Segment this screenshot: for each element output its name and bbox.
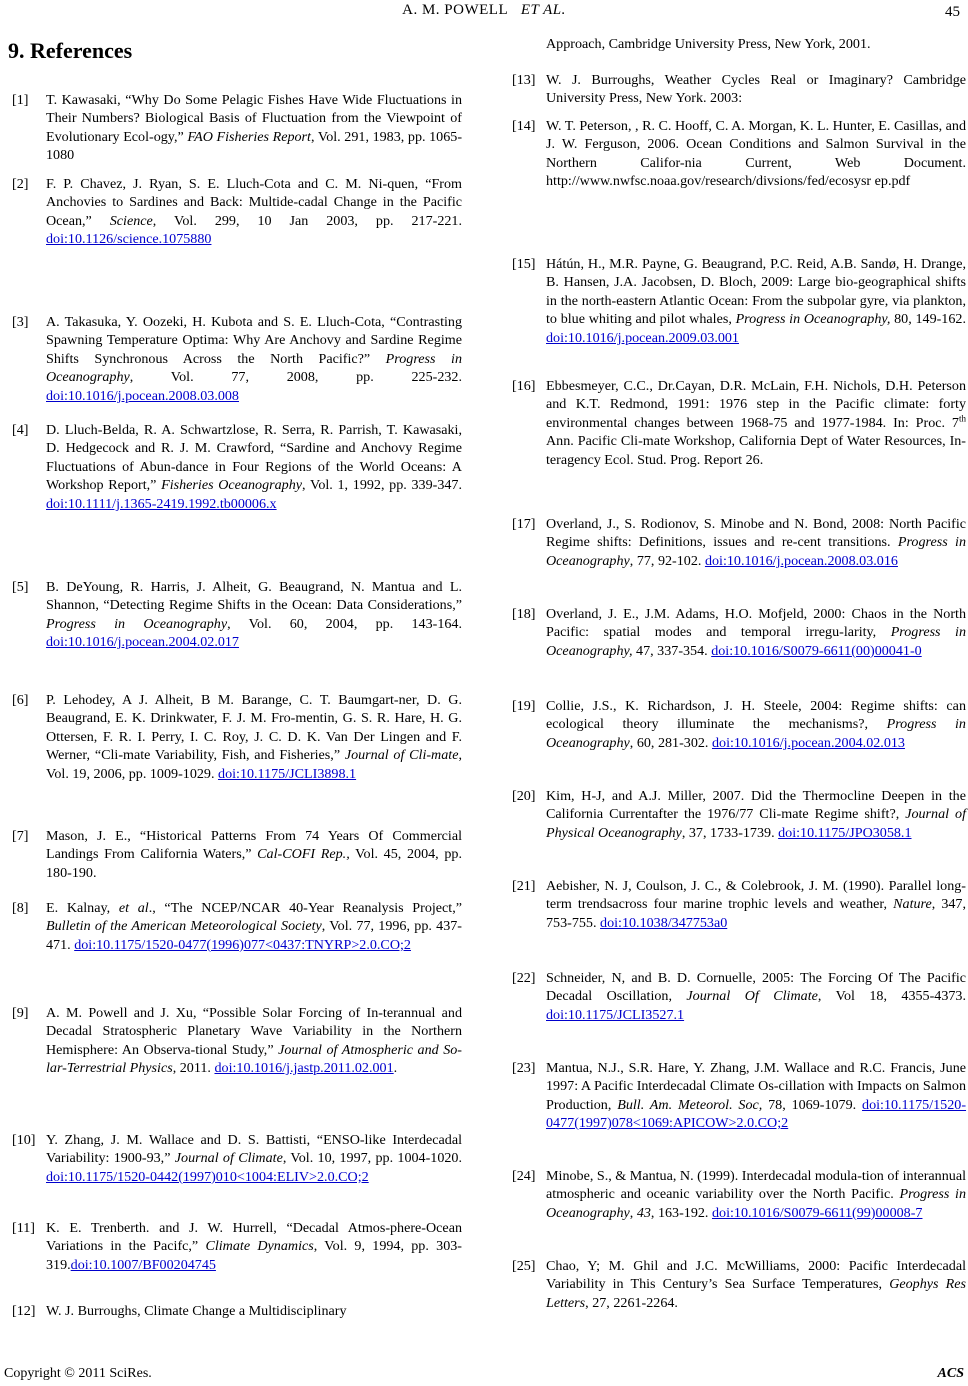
- reference-text: , Vol 18, 4355-4373.: [817, 988, 966, 1005]
- superscript: th: [958, 413, 966, 424]
- italic-text: Progress in Oceanography: [46, 615, 228, 632]
- reference-item: [12, 313, 462, 405]
- reference-text: Hátún, H., M.R. Payne, G. Beaugrand, P.C. Reid, A.B. Sandø, H. Drange, B. Hansen, J.A. Jacobsen, D. Bloch, 2009: Large bio-geographical shifts in the north-eastern Atlantic Ocean: From the subpolar gyre, via plankton, to blue whiting and pilot whales,: [546, 256, 966, 328]
- reference-text: , Vol. 9, 1994, pp. 303-319.: [46, 1238, 462, 1273]
- reference-number: [6]: [12, 692, 29, 708]
- reference-item: [12, 421, 462, 513]
- reference-item: [12, 1219, 462, 1274]
- reference-text: , 163-192.: [650, 1204, 712, 1221]
- doi-link[interactable]: doi:10.1016/j.pocean.2009.03.001: [546, 329, 739, 346]
- reference-text: , Vol. 10, 1997, pp. 1004-1020.: [282, 1150, 462, 1167]
- reference-number: [20]: [512, 788, 536, 804]
- reference-item: [512, 515, 966, 570]
- italic-text: Journal of Physical Oceanography: [546, 806, 966, 841]
- reference-item: [512, 877, 966, 932]
- doi-link[interactable]: doi:10.1016/j.pocean.2004.02.017: [46, 634, 239, 651]
- reference-number: [8]: [12, 900, 29, 916]
- italic-text: Journal Of Climate: [686, 988, 818, 1005]
- reference-body: [46, 313, 462, 405]
- reference-body: [46, 1302, 462, 1320]
- reference-text: , Vol. 77, 1996, pp. 437-471.: [46, 918, 462, 953]
- reference-item: [512, 787, 966, 842]
- reference-text: , Vol. 77, 2008, pp. 225-232.: [129, 369, 462, 386]
- italic-text: Progress in Oceanography: [546, 534, 966, 569]
- reference-text: ., “The NCEP/NCAR 40-Year Reanalysis Project,”: [148, 900, 462, 916]
- reference-text: , Vol. 1, 1992, pp. 339-347.: [302, 477, 462, 494]
- reference-body: [546, 877, 966, 932]
- reference-text: A. Takasuka, Y. Oozeki, H. Kubota and S. E. Lluch-Cota, “Contrasting Spawning Temperature Optima: Why Are Anchovy and Sardine Regime Shifts Synchronous Across the North Pacific?”: [46, 314, 462, 367]
- reference-item: [12, 1004, 462, 1078]
- doi-link[interactable]: doi:10.1175/JCLI3898.1: [218, 765, 357, 782]
- reference-body: [546, 697, 966, 752]
- reference-body: [546, 1257, 966, 1312]
- doi-link[interactable]: doi:10.1016/j.pocean.2008.03.008: [46, 387, 239, 404]
- reference-number: [24]: [512, 1168, 536, 1184]
- italic-text: Science: [109, 212, 153, 229]
- reference-text: B. DeYoung, R. Harris, J. Alheit, G. Beaugrand, N. Mantua and L. Shannon, “Detecting Regime Shifts in the Ocean: Data Considerations,”: [46, 579, 462, 614]
- reference-text: W. J. Burroughs, Weather Cycles Real or Imaginary? Cambridge University Press, New York. 2003:: [546, 72, 966, 107]
- reference-text: D. Lluch-Belda, R. A. Schwartzlose, R. Serra, R. Parrish, T. Kawasaki, D. Hedgecock and R. J. M. Crawford, “Sardine and Anchovy Regime Fluctuations of Abun-dance in Four Regions of the World Oceans: A Workshop Report,”: [46, 422, 462, 494]
- reference-text: E. Kalnay,: [46, 900, 119, 916]
- reference-text: W. J. Burroughs, Climate Change a Multidisciplinary: [46, 1303, 347, 1319]
- italic-text: Journal of Climate: [174, 1150, 283, 1167]
- reference-text: .: [393, 1060, 398, 1077]
- reference-body: [546, 515, 966, 570]
- doi-link[interactable]: doi:10.1175/JCLI3527.1: [546, 1006, 685, 1023]
- section-title: 9. References: [8, 38, 133, 63]
- reference-item: [12, 827, 462, 882]
- reference-body: [46, 578, 462, 652]
- italic-text: Geophys Res Letters: [546, 1276, 967, 1311]
- reference-item: [12, 91, 462, 165]
- reference-text: , Vol. 291, 1983, pp. 1065-1080: [46, 128, 463, 164]
- reference-item: [512, 255, 966, 347]
- reference-text: Kim, H-J, and A.J. Miller, 2007. Did the Thermocline Deepen in the California Currentafter the 1976/77 Cli-mate Regime shift?,: [546, 788, 966, 823]
- reference-number: [19]: [512, 698, 536, 714]
- reference-item: [512, 605, 966, 660]
- reference-text: , Vol. 299, 10 Jan 2003, pp. 217-221.: [152, 212, 462, 229]
- doi-link[interactable]: doi:10.1175/1520-0442(1997)010<1004:ELIV>2.0.CO;2: [46, 1168, 369, 1185]
- reference-number: [15]: [512, 256, 536, 272]
- reference-number: [3]: [12, 314, 29, 330]
- reference-number: [12]: [12, 1303, 36, 1319]
- reference-text: , 2011.: [172, 1060, 215, 1077]
- reference-number: [22]: [512, 970, 536, 986]
- italic-text: Nature: [893, 896, 932, 913]
- journal-abbrev: ACS: [937, 1366, 964, 1381]
- reference-number: [1]: [12, 92, 29, 108]
- italic-text: FAO Fisheries Report: [187, 128, 311, 145]
- reference-item: [512, 71, 966, 108]
- reference-text: , Vol. 60, 2004, pp. 143-164.: [227, 615, 462, 632]
- reference-number: [2]: [12, 176, 29, 192]
- reference-number: [9]: [12, 1005, 29, 1021]
- reference-number: [4]: [12, 422, 29, 438]
- reference-text: Mantua, N.J., S.R. Hare, Y. Zhang, J.M. Wallace and R.C. Francis, June 1997: A Pacific Interdecadal Climate Os-cillation with Impacts on Salmon Production,: [546, 1060, 966, 1113]
- reference-body: [546, 969, 966, 1024]
- doi-link[interactable]: doi:10.1016/S0079-6611(99)00008-7: [711, 1204, 923, 1221]
- reference-text: , Vol. 19, 2006, pp. 1009-1029.: [46, 747, 462, 782]
- reference-text: , 27, 2261-2264.: [585, 1294, 678, 1311]
- header-etal: ET AL.: [520, 2, 566, 18]
- doi-link[interactable]: doi:10.1016/S0079-6611(00)00041-0: [711, 642, 922, 659]
- italic-text: Progress in Oceanography: [546, 716, 966, 751]
- italic-text: Progress in Oceanography: [46, 350, 462, 386]
- reference-item: [512, 1167, 966, 1222]
- reference-text: Y. Zhang, J. M. Wallace and D. S. Battisti, “ENSO-like Interdecadal Variability: 1900-93,”: [46, 1132, 462, 1167]
- doi-link[interactable]: doi:10.1038/347753a0: [600, 914, 728, 931]
- doi-link[interactable]: doi:10.1007/BF00204745: [70, 1256, 216, 1273]
- reference-text: , 347, 753-755.: [546, 896, 966, 931]
- reference-item: [12, 578, 462, 652]
- reference-body: [46, 1219, 462, 1274]
- reference-text: Vol. 45, 2004, pp. 180-190.: [46, 846, 462, 881]
- reference-text: Schneider, N, and B. D. Cornuelle, 2005: The Forcing Of The Pacific Decadal Oscillation,: [546, 970, 966, 1005]
- italic-text: Fisheries Oceanography: [161, 477, 303, 494]
- doi-link[interactable]: doi:10.1175/JPO3058.1: [778, 824, 912, 841]
- reference-text: Mason, J. E., “Historical Patterns From 74 Years Of Commercial Landings From California Waters,”: [46, 828, 462, 863]
- reference-body: [46, 899, 462, 954]
- reference-item: [12, 1302, 462, 1320]
- reference-text: W. T. Peterson, , R. C. Hooff, C. A. Morgan, K. L. Hunter, E. Casillas, and J. W. Ferguson, 2006. Ocean Conditions and Salmon Survival in the Northern Califor-nia Current, Web Document. http://www.nwfsc.noaa.gov/research/divsions/fed/ecosysr ep.pdf: [546, 118, 966, 190]
- running-header: [0, 2, 968, 19]
- doi-link[interactable]: doi:10.1126/science.1075880: [46, 231, 212, 248]
- italic-text: et al: [118, 900, 149, 916]
- header-authors: A. M. POWELL: [402, 2, 509, 18]
- reference-text: Collie, J.S., K. Richardson, J. H. Steele, 2004: Regime shifts: can ecological theory illuminate the mechanisms?,: [546, 698, 966, 733]
- reference-text: Aebisher, N. J, Coulson, J. C., & Colebrook, J. M. (1990). Parallel long-term trendsacross four marine trophic levels and weather,: [546, 878, 966, 913]
- reference-number: [16]: [512, 378, 536, 394]
- italic-text: Journal of Cli-mate: [344, 747, 459, 764]
- reference-item: [512, 1257, 966, 1312]
- reference-body: [546, 255, 966, 347]
- reference-number: [13]: [512, 72, 536, 88]
- doi-link[interactable]: doi:10.1016/j.jastp.2011.02.001: [214, 1060, 394, 1077]
- reference-body: [46, 91, 462, 165]
- reference-text: Chao, Y; M. Ghil and J.C. McWilliams, 2000: Pacific Interdecadal Variability in This Century’s Sea Surface Temperatures,: [546, 1258, 966, 1293]
- reference-continuation: [546, 35, 966, 53]
- page-number: 45: [945, 4, 960, 20]
- reference-body: [546, 71, 966, 108]
- reference-text: Minobe, S., & Mantua, N. (1999). Interdecadal modula-tion of interannual atmospheric and oceanic variability over the North Pacific.: [546, 1168, 966, 1203]
- reference-number: [10]: [12, 1132, 36, 1148]
- reference-number: [5]: [12, 579, 29, 595]
- doi-link[interactable]: doi:10.1016/j.pocean.2004.02.013: [711, 734, 905, 751]
- reference-body: [46, 421, 462, 513]
- italic-text: 43: [636, 1204, 651, 1221]
- reference-item: [512, 697, 966, 752]
- reference-text: P. Lehodey, A J. Alheit, B M. Barange, C. T. Baumgart-ner, D. G. Beaugrand, E. K. Drinkwater, F. J. M. Fro-mentin, G. S. R. Hare, H. G. Ottersen, F. R. I. Perry, I. C. Roy, J. C. D. K. Van Der Lingen and F. Werner, “Cli-mate Variability, Fish, and Fisheries,”: [46, 692, 462, 764]
- italic-text: Climate Dynamics: [205, 1238, 314, 1255]
- reference-item: [12, 1131, 462, 1186]
- italic-text: Cal-COFI Rep.,: [257, 846, 350, 863]
- reference-text: 47, 337-354.: [632, 642, 712, 659]
- reference-body: [546, 1167, 966, 1222]
- italic-text: Bull. Am. Meteorol. Soc,: [617, 1096, 763, 1113]
- reference-body: [46, 175, 462, 249]
- reference-body: [546, 787, 966, 842]
- italic-text: Progress in Oceanography: [546, 1186, 966, 1221]
- reference-number: [21]: [512, 878, 536, 894]
- doi-link[interactable]: doi:10.1175/1520-0477(1997)078<1069:APICOW>2.0.CO;2: [546, 1096, 967, 1132]
- reference-text: Overland, J., S. Rodionov, S. Minobe and N. Bond, 2008: North Pacific Regime shifts: Definitions, issues and re-cent transitions.: [546, 516, 966, 551]
- reference-number: [25]: [512, 1258, 536, 1274]
- copyright: Copyright © 2011 SciRes.: [4, 1366, 152, 1381]
- reference-item: [512, 1059, 966, 1133]
- italic-text: Bulletin of the American Meteorological Society: [46, 918, 322, 935]
- reference-item: [512, 377, 966, 469]
- reference-text: 80, 149-162.: [890, 311, 966, 328]
- reference-number: [17]: [512, 516, 536, 532]
- reference-body: [46, 1004, 462, 1078]
- reference-number: [18]: [512, 606, 536, 622]
- italic-text: Progress in Oceanography,: [735, 311, 891, 328]
- reference-text: Overland, J. E., J.M. Adams, H.O. Mofjeld, 2000: Chaos in the North Pacific: spatial modes and temporal irregu-larity,: [546, 606, 966, 641]
- reference-item: [512, 969, 966, 1024]
- reference-body: [546, 377, 966, 469]
- reference-text: Ann. Pacific Cli-mate Workshop, California Dept of Water Resources, In-teragency Ecol. Stud. Prog. Report 26.: [546, 433, 966, 468]
- reference-body: [546, 1059, 966, 1133]
- reference-item: [512, 117, 966, 191]
- reference-text: Approach, Cambridge University Press, New York, 2001.: [546, 36, 871, 52]
- reference-number: [23]: [512, 1060, 536, 1076]
- doi-link[interactable]: doi:10.1175/1520-0477(1996)077<0437:TNYRP>2.0.CO;2: [74, 936, 411, 953]
- reference-item: [12, 175, 462, 249]
- reference-item: [12, 899, 462, 954]
- reference-text: 78, 1069-1079.: [762, 1096, 863, 1113]
- reference-body: [46, 827, 462, 882]
- reference-number: [14]: [512, 118, 536, 134]
- reference-text: K. E. Trenberth. and J. W. Hurrell, “Decadal Atmos-phere-Ocean Variations in the Pacifc,”: [46, 1220, 462, 1255]
- reference-text: , 60, 281-302.: [629, 734, 712, 751]
- reference-number: [11]: [12, 1220, 35, 1236]
- reference-text: A. M. Powell and J. Xu, “Possible Solar Forcing of In-terannual and Decadal Stratospheric Planetary Wave Variability in the Northern Hemisphere: An Observa-tional Study,”: [46, 1005, 462, 1058]
- reference-text: Ebbesmeyer, C.C., Dr.Cayan, D.R. McLain, F.H. Nichols, D.H. Peterson and K.T. Redmond, 1991: 1976 step in the Pacific climate: forty environmental changes between 1968-75 and 1977-1984. In: Proc. 7: [546, 378, 966, 431]
- reference-number: [7]: [12, 828, 29, 844]
- italic-text: Journal of Atmospheric and So-lar-Terrestrial Physics: [46, 1041, 462, 1077]
- reference-text: , 37, 1733-1739.: [681, 824, 779, 841]
- reference-body: [46, 691, 462, 783]
- reference-body: [46, 1131, 462, 1186]
- doi-link[interactable]: doi:10.1111/j.1365-2419.1992.tb00006.x: [46, 495, 277, 512]
- reference-text: , 77, 92-102.: [629, 552, 705, 569]
- italic-text: Progress in Oceanography,: [546, 624, 966, 659]
- reference-body: [546, 117, 966, 191]
- doi-link[interactable]: doi:10.1016/j.pocean.2008.03.016: [704, 552, 898, 569]
- reference-item: [12, 691, 462, 783]
- reference-text: T. Kawasaki, “Why Do Some Pelagic Fishes Have Wide Fluctuations in Their Numbers? Biological Basis of Fluctuation from the Viewpoint of Evolutionary Ecol-ogy,”: [46, 92, 462, 145]
- reference-text: F. P. Chavez, J. Ryan, S. E. Lluch-Cota and C. M. Ni-quen, “From Anchovies to Sardines and Back: Multide-cadal Change in the Pacific Ocean,”: [46, 176, 462, 229]
- reference-text: ,: [629, 1204, 637, 1221]
- reference-body: [546, 605, 966, 660]
